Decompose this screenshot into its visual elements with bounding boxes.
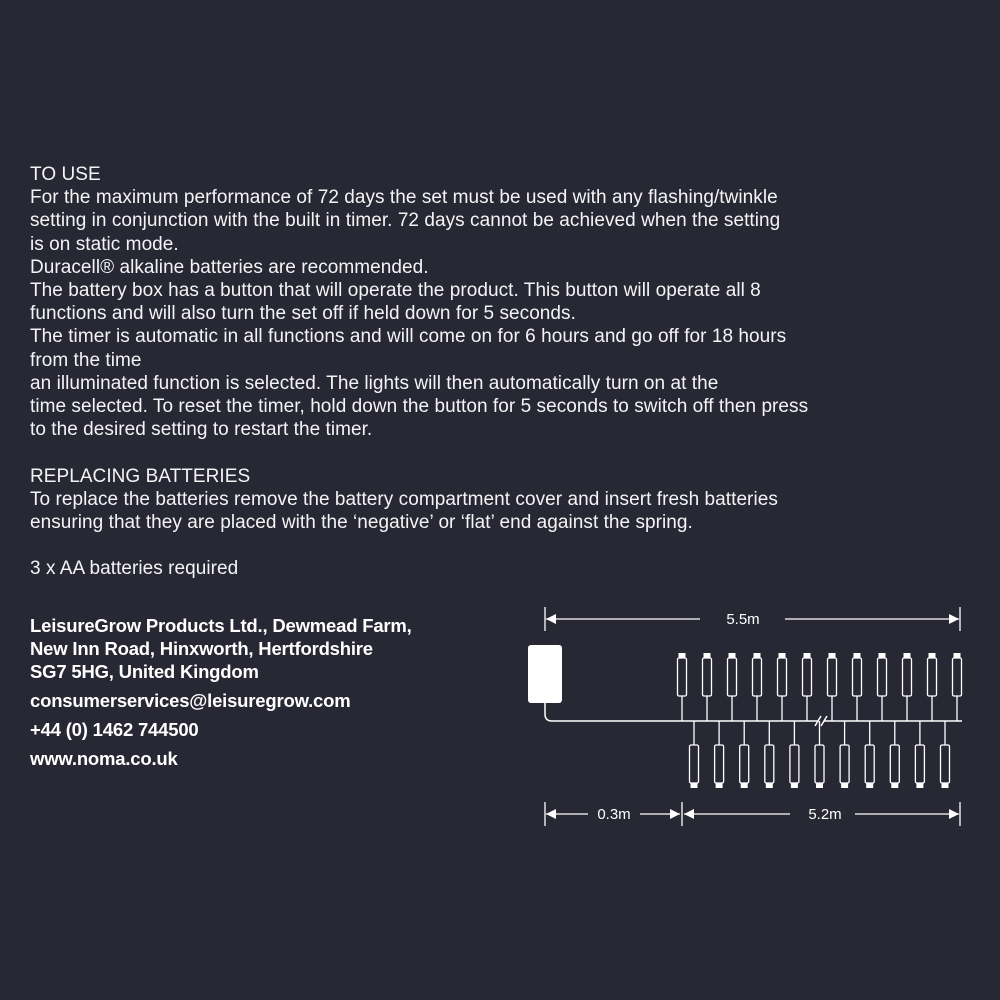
light-bulb [690, 721, 699, 788]
bulb-cap [866, 783, 873, 788]
bulb-cap [816, 783, 823, 788]
bulb-body [878, 658, 887, 696]
email-text: consumerservices@leisuregrow.com [30, 690, 351, 711]
address-line: LeisureGrow Products Ltd., Dewmead Farm, [30, 615, 412, 636]
upper-light-row [678, 653, 962, 721]
bulb-body [728, 658, 737, 696]
bulb-cap [741, 783, 748, 788]
bulb-cap [804, 653, 811, 658]
phone-text: +44 (0) 1462 744500 [30, 719, 199, 740]
light-bulb [865, 721, 874, 788]
replacing-batteries-heading: REPLACING BATTERIES [30, 465, 251, 487]
bulb-cap [691, 783, 698, 788]
bulb-cap [904, 653, 911, 658]
light-bulb [890, 721, 899, 788]
light-bulb [778, 653, 787, 721]
bulb-cap [954, 653, 961, 658]
bulb-body [903, 658, 912, 696]
contact-section [30, 614, 412, 770]
battery-box [528, 645, 562, 703]
bulb-body [815, 745, 824, 783]
bulb-body [753, 658, 762, 696]
bulb-body [678, 658, 687, 696]
bulb-cap [766, 783, 773, 788]
bulb-cap [929, 653, 936, 658]
to-use-line: is on static mode. [30, 233, 179, 255]
light-bulb [828, 653, 837, 721]
bulb-body [740, 745, 749, 783]
bulb-cap [854, 653, 861, 658]
to-use-line: time selected. To reset the timer, hold down the button for 5 seconds to switch off then press [30, 396, 809, 418]
to-use-line: The battery box has a button that will operate the product. This button will operate all 8 [30, 280, 761, 302]
bulb-cap [704, 653, 711, 658]
light-bulb [953, 653, 962, 721]
bulb-body [915, 745, 924, 783]
bulb-cap [891, 783, 898, 788]
light-bulb [740, 721, 749, 788]
bulb-body [828, 658, 837, 696]
bulb-body [803, 658, 812, 696]
bulb-body [715, 745, 724, 783]
bulb-body [853, 658, 862, 696]
light-bulb [941, 721, 950, 788]
bulb-body [890, 745, 899, 783]
bulb-body [690, 745, 699, 783]
light-bulb [765, 721, 774, 788]
to-use-line: For the maximum performance of 72 days the set must be used with any flashing/twinkle [30, 187, 778, 209]
bulb-body [703, 658, 712, 696]
bulb-cap [729, 653, 736, 658]
light-bulb [915, 721, 924, 788]
wire [545, 703, 962, 721]
to-use-line: Duracell® alkaline batteries are recommended. [30, 256, 429, 278]
bulb-cap [679, 653, 686, 658]
light-bulb [678, 653, 687, 721]
light-bulb [853, 653, 862, 721]
bulb-body [765, 745, 774, 783]
replacing-line: To replace the batteries remove the battery compartment cover and insert fresh batteries [30, 488, 778, 510]
bulb-body [778, 658, 787, 696]
lit-length-label: 5.2m [808, 806, 842, 823]
bulb-body [928, 658, 937, 696]
light-string-diagram [520, 600, 980, 840]
bulb-cap [841, 783, 848, 788]
replacing-line: ensuring that they are placed with the ‘negative’ or ‘flat’ end against the spring. [30, 512, 693, 534]
to-use-line: functions and will also turn the set off if held down for 5 seconds. [30, 303, 576, 325]
bulb-cap [754, 653, 761, 658]
bulb-cap [716, 783, 723, 788]
address-line: SG7 5HG, United Kingdom [30, 661, 259, 682]
bulb-body [865, 745, 874, 783]
batteries-required-text: 3 x AA batteries required [30, 558, 239, 580]
lead-length-label: 0.3m [597, 806, 631, 823]
to-use-line: The timer is automatic in all functions and will come on for 6 hours and go off for 18 hours [30, 326, 787, 348]
paragraph-gap [30, 534, 980, 557]
light-bulb [728, 653, 737, 721]
website-text: www.noma.co.uk [30, 748, 178, 769]
light-bulb [903, 653, 912, 721]
light-bulb [840, 721, 849, 788]
segment-dimensions [545, 802, 960, 826]
bulb-body [840, 745, 849, 783]
instructions-section [30, 163, 980, 581]
light-bulb [753, 653, 762, 721]
light-bulb [790, 721, 799, 788]
light-bulb [803, 653, 812, 721]
bulb-cap [829, 653, 836, 658]
bulb-cap [879, 653, 886, 658]
light-bulb [703, 653, 712, 721]
bulb-body [941, 745, 950, 783]
bulb-cap [942, 783, 949, 788]
to-use-heading: TO USE [30, 164, 101, 185]
bulb-cap [791, 783, 798, 788]
lower-light-row [690, 721, 950, 788]
total-length-dimension [545, 607, 960, 631]
light-bulb [928, 653, 937, 721]
to-use-line: an illuminated function is selected. The lights will then automatically turn on at the [30, 372, 719, 394]
to-use-line: to the desired setting to restart the timer. [30, 419, 373, 441]
bulb-cap [916, 783, 923, 788]
address-line: New Inn Road, Hinxworth, Hertfordshire [30, 638, 373, 659]
light-bulb [878, 653, 887, 721]
total-length-label: 5.5m [726, 611, 760, 628]
bulb-cap [779, 653, 786, 658]
to-use-line: from the time [30, 349, 142, 371]
light-bulb [815, 721, 824, 788]
light-bulb [715, 721, 724, 788]
bulb-body [790, 745, 799, 783]
to-use-line: setting in conjunction with the built in timer. 72 days cannot be achieved when the setting [30, 210, 781, 232]
paragraph-gap [30, 441, 980, 464]
bulb-body [953, 658, 962, 696]
